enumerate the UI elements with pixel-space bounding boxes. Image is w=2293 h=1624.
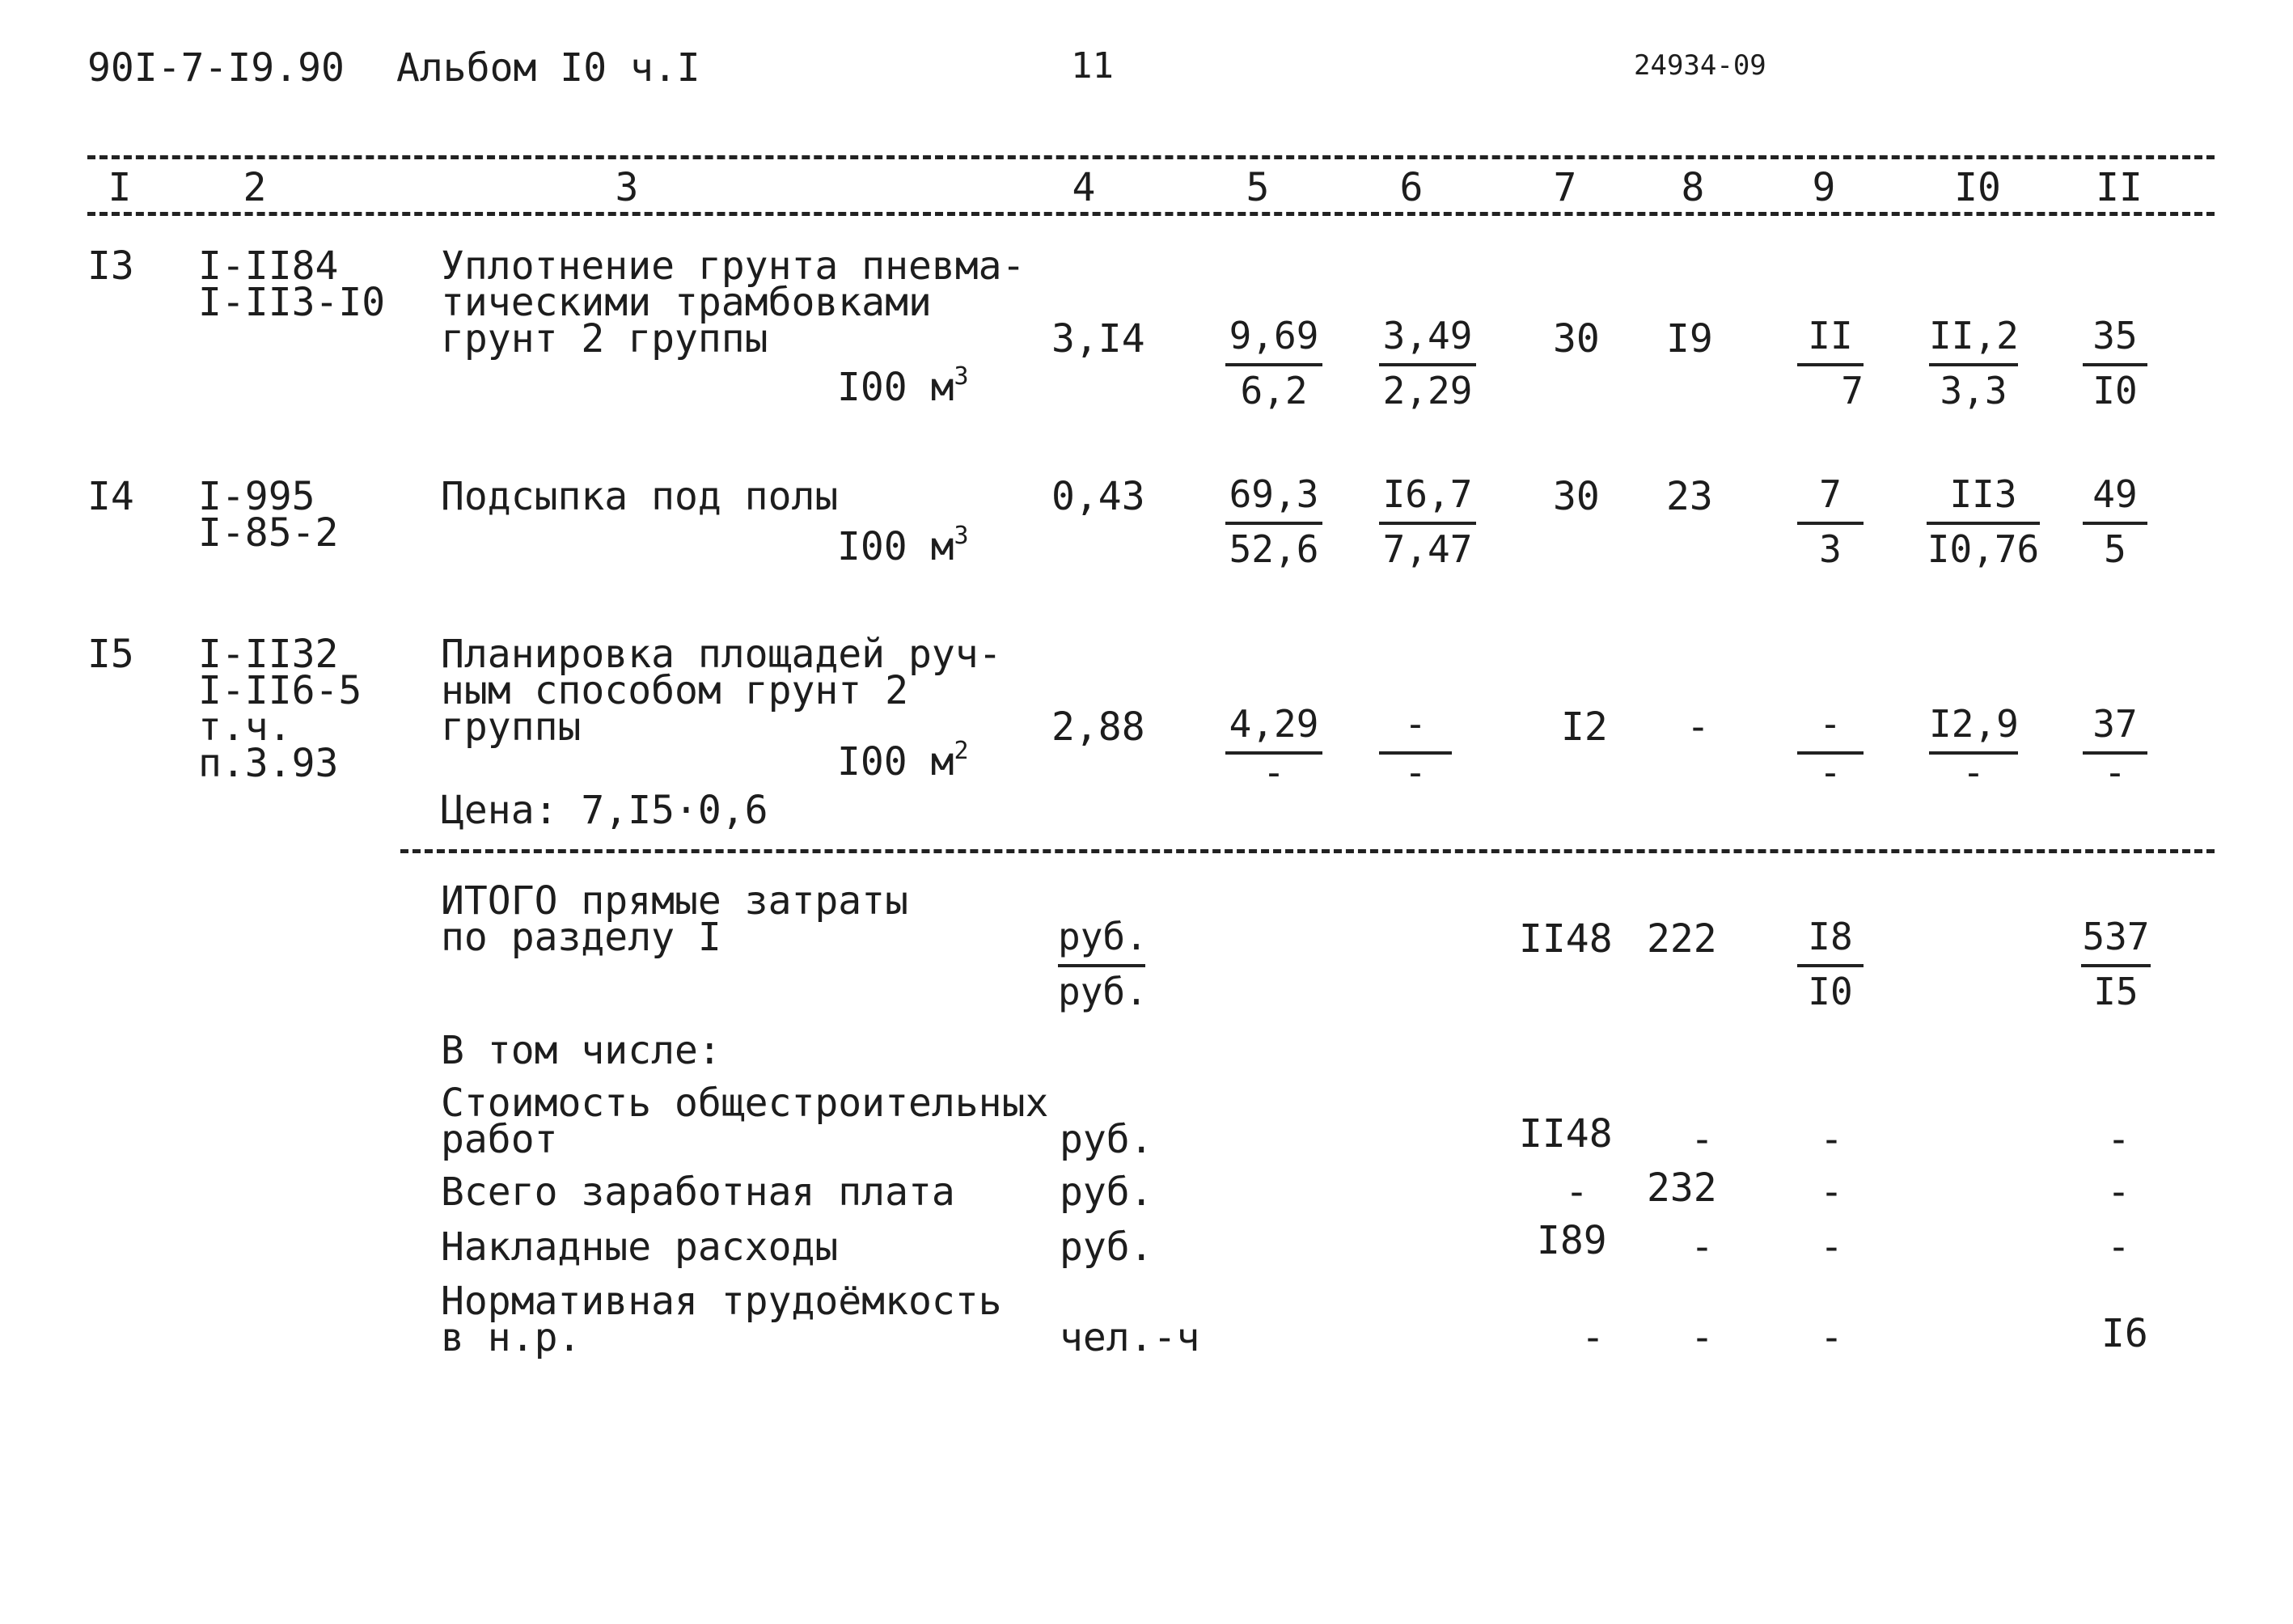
row-number: I3	[87, 243, 134, 289]
totals-col7: II48	[1519, 916, 1613, 962]
col-header-1: I	[108, 165, 132, 210]
breakdown-unit: руб.	[1060, 1224, 1153, 1270]
cell-col8: I9	[1666, 316, 1713, 362]
col-header-8: 8	[1681, 165, 1705, 210]
breakdown-col11: -	[2107, 1224, 2130, 1270]
row-code: I-II3-I0	[198, 280, 386, 325]
row-code: п.3.93	[198, 741, 339, 786]
breakdown-label: Стоимость общестроительных	[441, 1081, 1049, 1126]
row-unit: I00 $м^2$	[837, 737, 969, 785]
row-description: ным способом грунт 2	[441, 668, 908, 713]
row-code: I-II32	[198, 632, 339, 677]
row-code: I-II6-5	[198, 668, 362, 713]
breakdown-col9: -	[1820, 1169, 1843, 1215]
row-description: грунт 2 группы	[441, 316, 768, 362]
breakdown-label: Нормативная трудоёмкость	[441, 1279, 1002, 1324]
row-quantity: 2,88	[1051, 704, 1145, 750]
breakdown-col9: -	[1820, 1117, 1843, 1162]
row-code: I-II84	[198, 243, 339, 289]
breakdown-unit: руб.	[1060, 1117, 1153, 1162]
breakdown-col9: -	[1820, 1224, 1843, 1270]
row-description: Планировка площадей руч-	[441, 632, 1002, 677]
breakdown-col8: -	[1690, 1117, 1714, 1162]
totals-col8: 222	[1647, 916, 1717, 962]
breakdown-col11: -	[2107, 1117, 2130, 1162]
row-description: Подсыпка под полы	[441, 474, 839, 519]
row-description: тическими трамбовками	[441, 280, 932, 325]
row-quantity: 0,43	[1051, 474, 1145, 519]
document-code: 90I-7-I9.90	[87, 45, 345, 91]
col-header-11: II	[2096, 165, 2143, 210]
breakdown-col7: -	[1581, 1315, 1605, 1360]
row-code: т.ч.	[198, 704, 292, 750]
totals-label: по разделу I	[441, 915, 721, 960]
breakdown-col7: II48	[1519, 1111, 1613, 1157]
breakdown-col8: -	[1690, 1315, 1714, 1360]
row-code: I-995	[198, 474, 315, 519]
page-number: 11	[1071, 45, 1114, 87]
row-unit: I00 $м^3$	[837, 362, 969, 410]
album-label: Альбом I0 ч.I	[396, 45, 700, 91]
col-header-5: 5	[1246, 165, 1270, 210]
breakdown-label: Всего заработная плата	[441, 1169, 955, 1215]
including-label: В том числе:	[441, 1028, 721, 1073]
col-header-6: 6	[1399, 165, 1424, 210]
breakdown-col8: 232	[1647, 1165, 1717, 1211]
col-header-4: 4	[1072, 165, 1096, 210]
row-unit: I00 $м^3$	[837, 522, 969, 569]
breakdown-unit: руб.	[1060, 1169, 1153, 1215]
totals-label: ИТОГО прямые затраты	[441, 878, 908, 924]
registration-stamp: 24934-09	[1634, 49, 1766, 82]
breakdown-col11: -	[2107, 1169, 2130, 1215]
breakdown-col11: I6	[2101, 1311, 2148, 1356]
breakdown-col7: I89	[1537, 1218, 1607, 1263]
header-bottom-rule	[87, 212, 2215, 216]
breakdown-label: Накладные расходы	[441, 1224, 839, 1270]
col-header-7: 7	[1553, 165, 1577, 210]
cell-col7: I2	[1561, 704, 1608, 750]
row-quantity: 3,I4	[1051, 316, 1145, 362]
breakdown-unit: чел.-ч	[1060, 1315, 1200, 1360]
row-description: Уплотнение грунта пневма-	[441, 243, 1026, 289]
col-header-9: 9	[1812, 165, 1836, 210]
price-note: Цена: 7,I5·0,6	[441, 788, 768, 833]
breakdown-label: в н.р.	[441, 1315, 582, 1360]
row-number: I5	[87, 632, 134, 677]
cell-col8: -	[1686, 704, 1710, 750]
breakdown-col9: -	[1820, 1315, 1843, 1360]
cell-col7: 30	[1553, 316, 1600, 362]
breakdown-label: работ	[441, 1117, 558, 1162]
col-header-10: I0	[1954, 165, 2001, 210]
row-number: I4	[87, 474, 134, 519]
row-description: группы	[441, 704, 582, 750]
row-code: I-85-2	[198, 510, 339, 556]
col-header-2: 2	[243, 165, 267, 210]
cell-col7: 30	[1553, 474, 1600, 519]
col-header-3: 3	[615, 165, 639, 210]
header-top-rule	[87, 155, 2215, 159]
section-rule	[400, 849, 2215, 853]
breakdown-col8: -	[1690, 1224, 1714, 1270]
breakdown-col7: -	[1565, 1169, 1589, 1215]
cell-col8: 23	[1666, 474, 1713, 519]
